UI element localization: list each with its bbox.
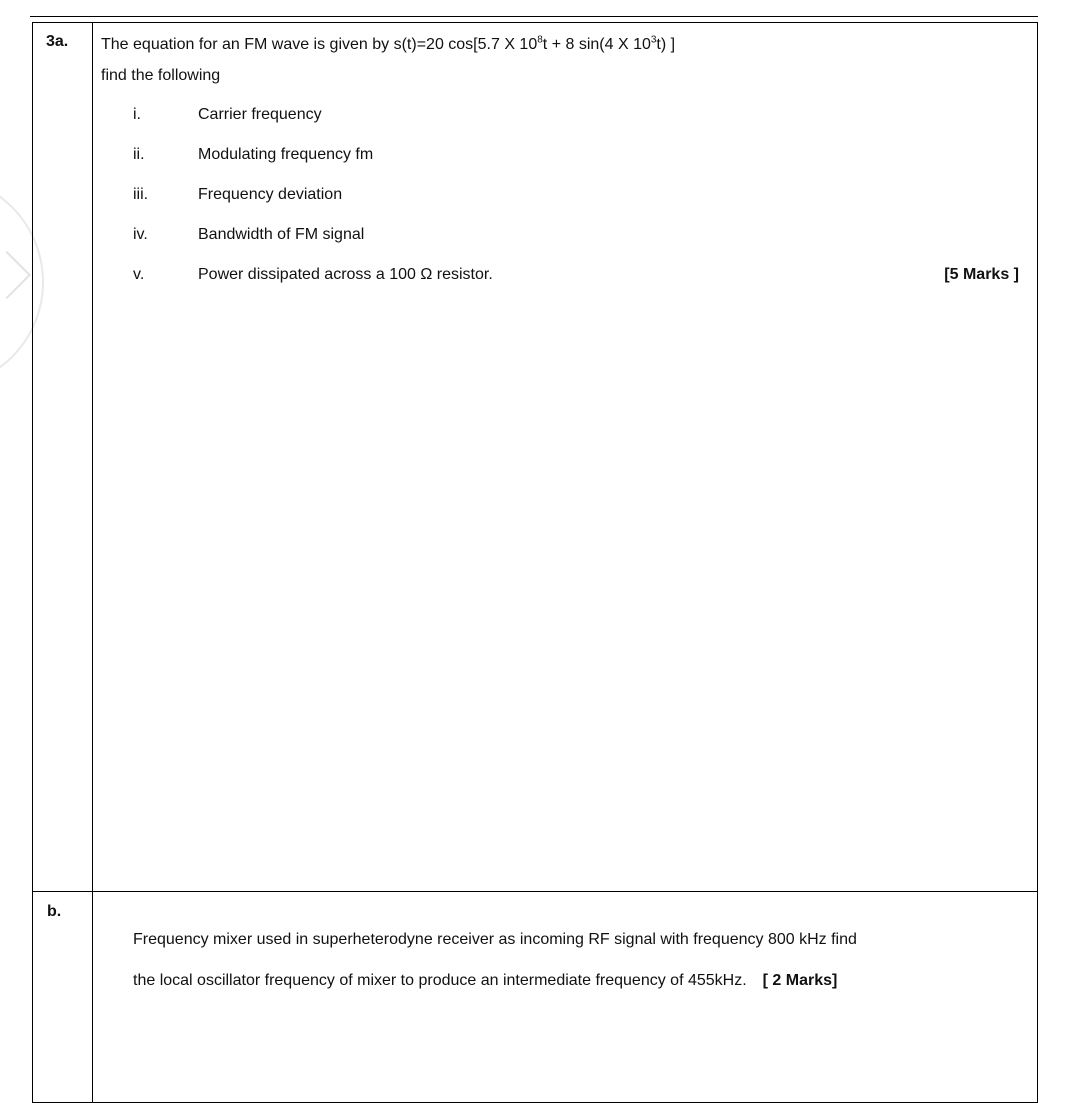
question-b-line-2-text: the local oscillator frequency of mixer to produce an intermediate frequency of 455kHz. — [133, 972, 747, 989]
question-3a-number: 3a. — [46, 33, 69, 50]
question-3a-content-cell — [93, 23, 1038, 892]
question-b-number-cell — [33, 892, 93, 1103]
fm-equation-statement — [93, 23, 1037, 57]
question-3a-number-cell — [33, 23, 93, 892]
marks-label-b: [ 2 Marks] — [762, 972, 838, 989]
equation-middle: t + 8 sin(4 X 10 — [542, 36, 651, 53]
marks-label-3a: [5 Marks ] — [944, 266, 1019, 283]
item-text: Frequency deviation — [198, 186, 343, 203]
list-item — [93, 223, 1037, 263]
list-item — [93, 103, 1037, 143]
list-item — [93, 183, 1037, 223]
exponent-3: 3 — [650, 34, 657, 46]
equation-prefix: The equation for an FM wave is given by s(t)=20 cos[5.7 X 10 — [101, 36, 538, 53]
question-table — [32, 22, 1038, 1103]
item-numeral: v. — [133, 266, 145, 283]
item-text: Power dissipated across a 100 Ω resistor. — [198, 266, 493, 283]
item-numeral: ii. — [133, 146, 145, 163]
item-text: Bandwidth of FM signal — [198, 226, 365, 243]
page-top-rule — [30, 16, 1038, 17]
question-b-row — [33, 892, 1038, 1103]
mixer-question-text — [93, 892, 1037, 1001]
question-b-line-1: Frequency mixer used in superheterodyne receiver as incoming RF signal with frequency 800 kHz find — [133, 931, 857, 948]
item-numeral: i. — [133, 106, 141, 123]
sub-question-list — [93, 103, 1037, 303]
instruction-text: find the following — [101, 67, 221, 84]
item-text: Modulating frequency fm — [198, 146, 374, 163]
item-text: Carrier frequency — [198, 106, 322, 123]
question-3a-row — [33, 23, 1038, 892]
list-item — [93, 143, 1037, 183]
question-b-line-2 — [133, 960, 1037, 1001]
question-b-number: b. — [47, 903, 62, 920]
equation-suffix: t) ] — [656, 36, 676, 53]
item-numeral: iv. — [133, 226, 148, 243]
item-numeral: iii. — [133, 186, 149, 203]
exponent-8: 8 — [537, 34, 543, 46]
question-b-content-cell — [93, 892, 1038, 1103]
list-item — [93, 263, 1037, 303]
